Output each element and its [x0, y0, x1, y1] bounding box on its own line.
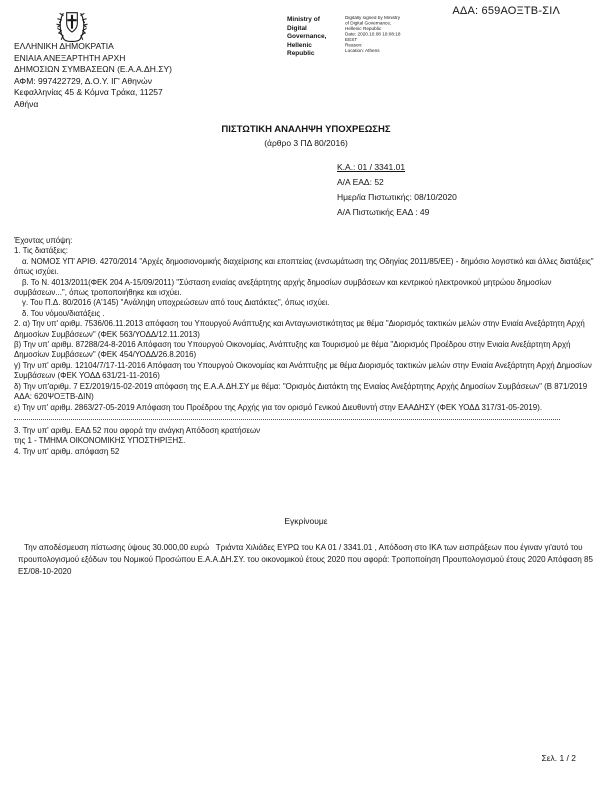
digital-signature-stamp [287, 16, 465, 65]
provision-1c: γ. Του Π.Δ. 80/2016 (Α'145) "Ανάληψη υποχρεώσεων από τους Διατάκτες", όπως ισχύει. [22, 298, 330, 308]
stamp-detail-line: Date: 2020.10.08 10:08:18 [345, 32, 401, 38]
authority-line-agency-1: ΕΝΙΑΙΑ ΑΝΕΞΑΡΤΗΤΗ ΑΡΧΗ [14, 52, 126, 63]
stamp-detail-line: Hellenic Republic [345, 26, 382, 32]
dotted-separator [14, 419, 560, 420]
stamp-detail-line: Reason: [345, 43, 363, 48]
provision-1b: β. Το Ν. 4013/2011(ΦΕΚ 204 Α-15/09/2011) "Σύσταση ενιαίας ανεξάρτητης αρχής δημοσίων συμβάσεων και κεντρικού ηλεκτρονικού μητρώου δημοσίων συμβάσεων...", όπως τροποποιήθηκε και ισχύει. [14, 277, 552, 298]
credit-date: Ημερ/ία Πιστωτικής: 08/10/2020 [337, 192, 457, 202]
stamp-detail-line: Digitally signed by Ministry [345, 16, 401, 21]
decision-2c: γ) Την υπ' αριθμ. 12104/7/17-11-2016 Απόφαση του Υπουργού Οικονομίας και Ανάπτυξης με θέμα Διορισμός τακτικών μελών στην Ενιαία Ανεξάρτητη Αρχή Δημοσίων Συμβάσεων (ΦΕΚ ΥΟΔΔ 631/21-11-2016) [14, 360, 592, 381]
considering-intro: Έχοντας υπόψη: [14, 236, 73, 245]
item-3-line-2: της 1 - ΤΜΗΜΑ ΟΙΚΟΝΟΜΙΚΗΣ ΥΠΟΣΤΗΡΙΞΗΣ. [14, 436, 186, 446]
stamp-agency-name [287, 16, 341, 59]
approve-heading: Εγκρίνουμε [284, 516, 328, 526]
authority-line-address: Κεφαλληνίας 45 & Κόμνα Τράκα, 11257 [14, 87, 163, 98]
stamp-name-line: Ministry of Digital [287, 16, 320, 32]
authority-block [14, 41, 172, 111]
document-body [14, 236, 600, 457]
decision-2e: ε) Την υπ' αριθμ. 2863/27-05-2019 Απόφαση του Προέδρου της Αρχής για τον ορισμό Γενικού Διευθυντή στην ΕΑΑΔΗΣΥ (ΦΕΚ ΥΟΔΔ 317/31-05-2019). [14, 402, 543, 412]
authority-line-city: Αθήνα [14, 98, 39, 109]
stamp-name-line: Governance, [287, 33, 327, 40]
authority-line-agency-2: ΔΗΜΟΣΙΩΝ ΣΥΜΒΑΣΕΩΝ (Ε.Α.Α.ΔΗ.ΣΥ) [14, 64, 172, 75]
decision-2b: β) Την υπ' αριθμ. 87288/24-8-2016 Απόφαση του Υπουργού Οικονομίας, Ανάπτυξης και Τουρισμού με θέμα "Διορισμός Προέδρου στην Ενιαία Ανεξάρτητη Αρχή Δημοσίων Συμβάσεων" (ΦΕΚ 454/ΥΟΔΔ/26.8.2016) [14, 340, 571, 360]
credit-meta-block [337, 160, 457, 220]
decision-2a: 2. α) Την υπ' αριθμ. 7536/06.11.2013 απόφαση του Υπουργού Ανάπτυξης και Ανταγωνιστικότητας με θέμα "Διορισμός τακτικών μελών στην Ενιαία Ανεξάρτητη Αρχή Δημοσίων Συμβάσεων" (ΦΕΚ 563/ΥΟΔΔ/12.11.2013) [14, 319, 585, 339]
provisions-heading: 1. Τις διατάξεις: [14, 246, 68, 256]
page-number: Σελ. 1 / 2 [541, 753, 576, 763]
authority-line-vat: ΑΦΜ: 997422729, Δ.Ο.Υ. ΙΓ' Αθηνών [14, 75, 152, 86]
stamp-detail-line: Location: Athens [345, 48, 380, 54]
approval-paragraph: Την αποδέσμευση πίστωσης ύψους 30.000,00 ευρώ Τριάντα Χιλιάδες ΕΥΡΩ του ΚΑ 01 / 3341.01 , Απόδοση στο ΙΚΑ των εισπράξεων που έγιναν γι'αυτό του προυπολογισμού εξόδων του Νομικού Προσώπου Ε.Α.Α.ΔΗ.ΣΥ. του οικονομικού έτους 2020 που αφορά: Τροποποίηση Προυπολογισμού έτους 2020 Απόφαση 85 ΕΣ/08-10-2020 [18, 543, 593, 576]
stamp-signature-details [345, 16, 439, 54]
item-3-line-1: 3. Την υπ' αριθμ. ΕΑΔ 52 που αφορά την ανάγκη Απόδοση κρατήσεων [14, 425, 261, 435]
stamp-name-line: Hellenic Republic [287, 41, 315, 57]
budget-code: Κ.Α.: 01 / 3341.01 [337, 162, 406, 172]
document-title: ΠΙΣΤΩΤΙΚΗ ΑΝΑΛΗΨΗ ΥΠΟΧΡΕΩΣΗΣ [221, 124, 391, 135]
item-4: 4. Την υπ' αριθμ. απόφαση 52 [14, 446, 120, 456]
provision-1d: δ. Του νόμου/διατάξεις . [22, 308, 105, 318]
credit-ead-number: Α/Α Πιστωτικής ΕΑΔ : 49 [337, 207, 430, 217]
document-title-block [0, 124, 612, 148]
provision-1a: α. ΝΟΜΟΣ ΥΠ' ΑΡΙΘ. 4270/2014 "Αρχές δημοσιονομικής διαχείρισης και εποπτείας (ενσωμάτωση της Οδηγίας 2011/85/ΕΕ) - δημόσιο λογιστικό και άλλες διατάξεις" όπως ισχύει. [14, 256, 594, 277]
coat-of-arms-icon [56, 6, 88, 46]
ead-number: Α/Α ΕΑΔ: 52 [337, 177, 384, 187]
ada-number: ΑΔΑ: 659ΑΟΞΤΒ-ΣΙΛ [452, 5, 560, 17]
stamp-detail-line: EEST [345, 37, 358, 43]
stamp-detail-line: of Digital Governance, [345, 21, 392, 27]
decision-2d: δ) Την υπ'αριθμ. 7 ΕΣ/2019/15-02-2019 απόφαση της Ε.Α.Α.ΔΗ.ΣΥ με θέμα: "Ορισμός Διατάκτη της Ενιαίας Ανεξάρτητης Αρχής Δημοσίων Συμβάσεων" (Β 871/2019 ΑΔΑ: 620ΨΟΞΤΒ-ΔΙΝ) [14, 381, 588, 402]
authority-line-republic: ΕΛΛΗΝΙΚΗ ΔΗΜΟΚΡΑΤΙΑ [14, 41, 114, 51]
document-subtitle: (άρθρο 3 ΠΔ 80/2016) [264, 138, 348, 148]
